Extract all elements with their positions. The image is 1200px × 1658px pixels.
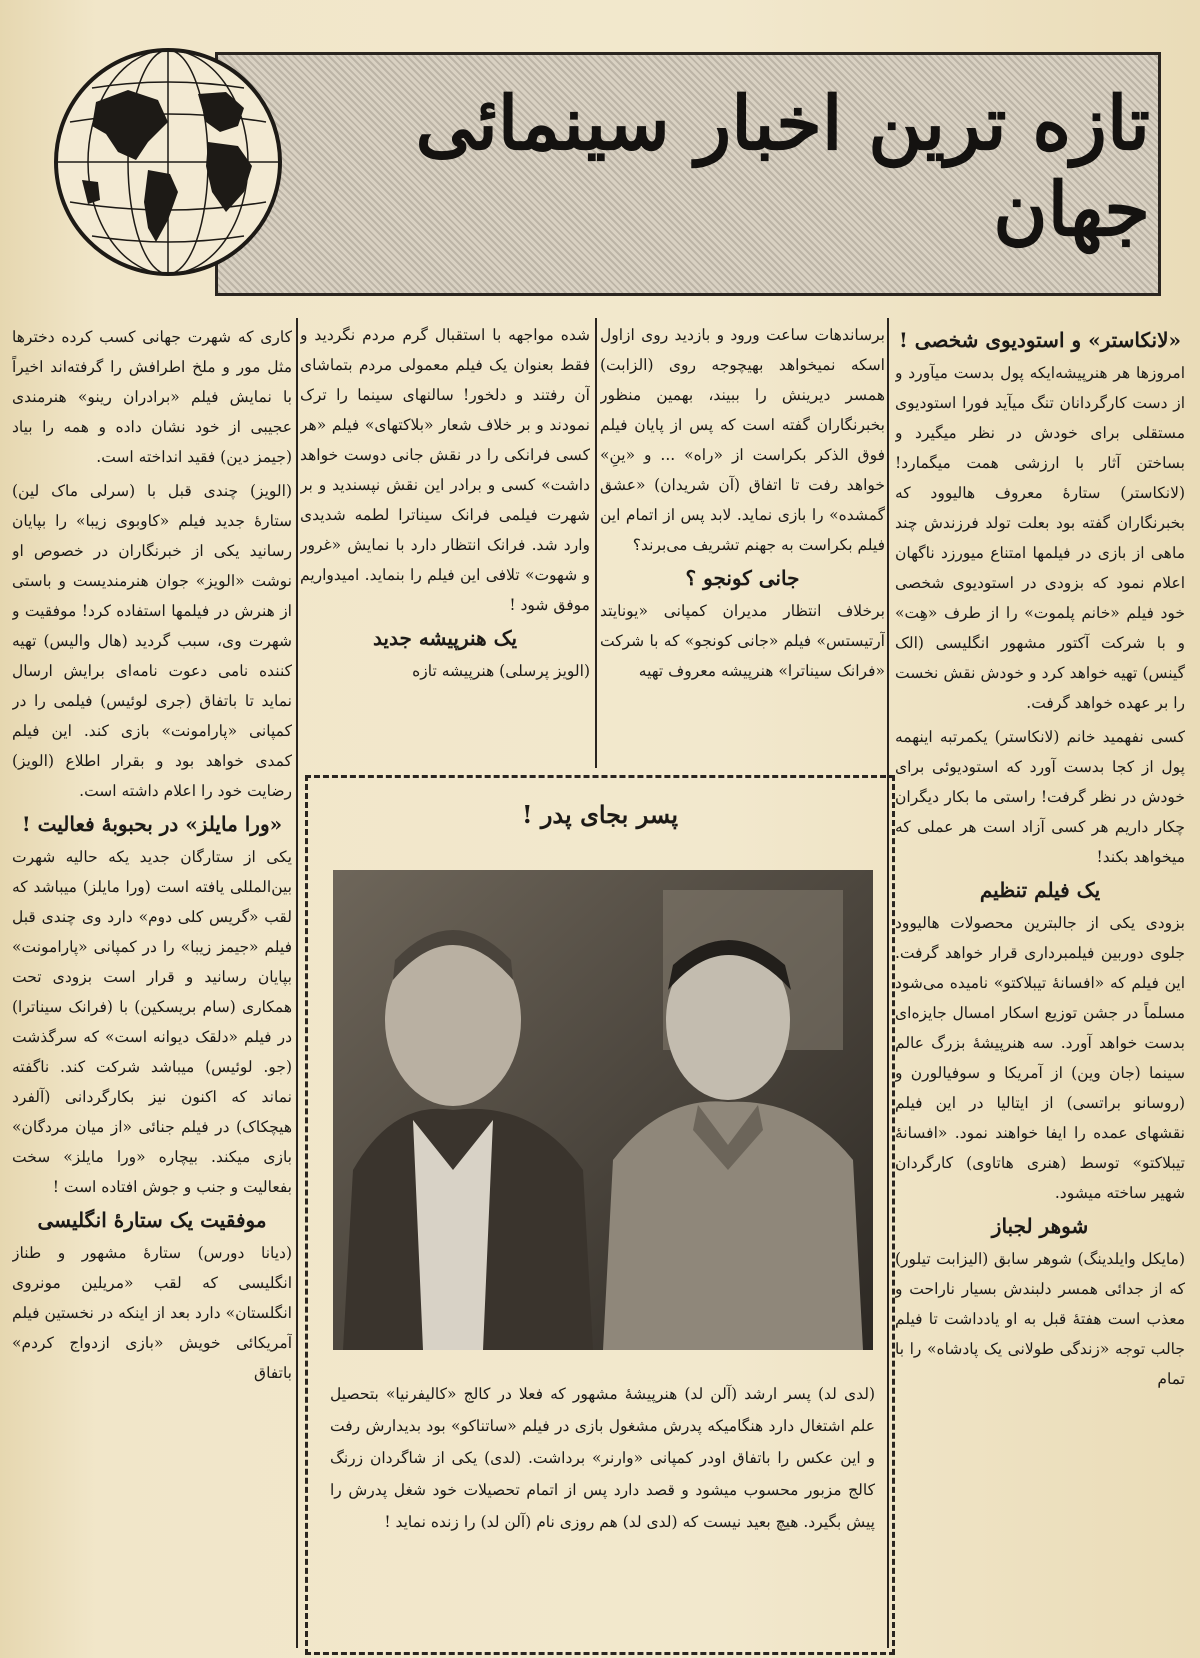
photo-image [333, 870, 873, 1350]
article-heading: جانی کونجو ؟ [685, 566, 800, 590]
article-paragraph: امروزها هر هنرپیشه‌ایکه پول بدست میآورد و از دست کارگردانان تنگ میآید فورا استودیوی مستقلی برای خودش در نظر میگیرد و بساختن آثار با ارزشی همت میگمارد! (لانکاستر) ستارهٔ معروف هالیوود که بخبرنگاران گفته بود بعلت تولد فرزندش چند ماهی از بازی در فیلمها امتناع میورزد ناگهان اعلام نمود که بزودی در استودیوی شخصی خود فیلم «خانم پلموت» را از طرف «هِت» و با شرکت آکتور مشهور انگلیسی (الک گینس) تهیه خواهد کرد و خودش نقش نخست را بر عهده خواهد گرفت. [895, 364, 1185, 712]
column-divider [296, 318, 298, 1648]
column-left [12, 322, 292, 1652]
article-heading: «لانکاستر» و استودیوی شخصی ! [898, 328, 1182, 352]
globe-icon [48, 42, 288, 282]
photo-caption: (لدی لد) پسر ارشد (آلن لد) هنرپیشهٔ مشهور که فعلا در کالج «کالیفرنیا» بتحصیل علم اشتغال دارد هنگامیکه پدرش مشغول بازی در فیلم «ساتناکو» بود بدیدارش رفت و این عکس را باتفاق اودر کمپانی «وارنر» برداشت. (لدی) یکی از شاگردان زرنگ کالج مزبور محسوب میشود و قصد دارد پس از اتمام تحصیلات خود شغل پدرش را پیش بگیرد. هیچ بعید نیست که (لدی لد) هم روزی نام (آلن لد) را زنده نماید ! [330, 1385, 875, 1531]
article-paragraph: یکی از ستارگان جدید یکه حالیه شهرت بین‌المللی یافته است (ورا مایلز) میباشد که لقب «گریس کلی دوم» دارد وی چندی قبل فیلم «جیمز زیبا» را در کمپانی «پارامونت» بپایان رسانید و قرار است بزودی تحت همکاری (سام بریسکین) با (فرانک سیناترا) در فیلم «دلقک دیوانه است» که سرگذشت (جو. لوئیس) میباشد شرکت کند. ناگفته نماند که اکنون نیز بکارگردانی (آلفرد هیچکاک) در فیلم جنائی «از میان مردگان» بازی میکند. بیچاره «ورا مایلز» سخت بفعالیت و جنب و جوش افتاده است ! [12, 848, 292, 1196]
article-heading: یک فیلم تنظیم [979, 878, 1101, 902]
column-middle-right [600, 320, 885, 770]
article-heading: «ورا مایلز» در بحبوبهٔ فعالیت ! [21, 812, 283, 836]
article-paragraph: (دیانا دورس) ستارهٔ مشهور و طناز انگلیسی که لقب «مریلین مونروی انگلستان» دارد بعد از اینکه در نخستین فیلم آمریکائی خویش «بازی ازدواج کردم» باتفاق [12, 1244, 292, 1382]
article-paragraph: برخلاف انتظار مدیران کمپانی «یونایتد آرتیستس» فیلم «جانی کونجو» که با شرکت «فرانک سیناترا» هنرپیشه معروف تهیه [600, 602, 885, 680]
article-paragraph: کاری که شهرت جهانی کسب کرده دخترها مثل مور و ملخ اطرافش را گرفته‌اند اخیراً با نمایش فیلم «برادران رینو» هنرمندی عجیبی از خود نشان داده و همه را بیاد (جیمز دین) فقید انداخته است. [12, 328, 292, 466]
column-divider [595, 318, 597, 768]
article-paragraph: بزودی یکی از جالبترین محصولات هالیوود جلوی دوربین فیلمبرداری قرار خواهد گرفت. این فیلم که «افسانهٔ تیبلاکتو» نامیده می‌شود مسلماً در جشن توزیع اسکار امسال جایزه‌ای بدست خواهد آورد. سه هنرپیشهٔ بزرگ عالم سینما (جان وین) از آمریکا و سوفیالورن و (روسانو براتسی) از ایتالیا در این فیلم نقشهای عمده را ایفا خواهند نمود. «افسانهٔ تیبلاکتو» توسط (هنری هاتاوی) کارگردان شهیر ساخته میشود. [895, 914, 1185, 1202]
article-paragraph: برساندهات ساعت ورود و بازدید روی ازاول اسکه نمیخواهد بهیچوجه روی (الزابت) همسر دیرینش را ببیند، بهمین منظور بخبرنگاران گفته است که پس از پایان فیلم فوق الذکر بکراست از «راه» ... و «ینِ» خواهد رفت تا اتفاق (آن شریدان) «عشق گمشده» را بازی نماید. لابد پس از اتمام این فیلم بکراست به جهنم تشریف می‌برند؟ [600, 326, 885, 554]
article-paragraph: (الویز پرسلی) هنرپیشه تازه [412, 662, 590, 680]
column-middle-left [300, 320, 590, 770]
column-right [895, 322, 1185, 1652]
article-paragraph: (مایکل وایلدینگ) شوهر سابق (الیزابت تیلور) که از جدائی همسر دلبندش بسیار ناراحت و معذب است هفتهٔ قبل به او یادداشت تا فیلم جالب توجه «زندگی طولانی یک پادشاه» را با تمام [895, 1250, 1185, 1388]
page-title: تازه ترین اخبار سینمائی جهان [415, 81, 1150, 253]
article-paragraph: کسی نفهمید خانم (لانکاستر) یکمرتبه اینهمه پول از کجا بدست آورد که استودیوئی برای خودش در نظر گرفت! راستی ما بکار دیگران چکار داریم هر کسی آزاد است هر عملی که میخواهد بکند! [895, 728, 1185, 866]
article-heading: یک هنرپیشه جدید [372, 626, 518, 650]
article-heading: شوهر لجباز [991, 1214, 1089, 1238]
article-paragraph: (الویز) چندی قبل با (سرلی ماک لین) ستارهٔ جدید فیلم «کاوبوی زیبا» را بپایان رسانید یکی از خبرنگاران در خصوص او نوشت «الویز» جوان هنرمندیست و باستی از هنرش در فیلمها استفاده کرد! موفقیت و شهرت وی، سبب گردید (هال والیس) تهیه کننده نامی دعوت نامه‌ای برایش ارسال نماید تا باتفاق (جری لوئیس) فیلمی را در کمپانی «پارامونت» بازی کند. این فیلم کمدی خواهد بود و بقرار اطلاع (الویز) رضایت خود را اعلام داشته است. [12, 482, 292, 800]
article-paragraph: شده مواجهه با استقبال گرم مردم نگردید و فقط بعنوان یک فیلم معمولی مردم بتماشای آن رفتند و دلخور! سالنهای سینما را ترک نمودند و بر خلاف شعار «بلاکتهای» فیلم «هر کسی فرانکی را در نقش جانی دوست خواهد داشت» کسی و برادر این نقش نپسندید و بر شهرت فیلمی فرانک سیناترا لطمه شدیدی وارد شد. فرانک انتظار دارد با نمایش «غرور و شهوت» تلافی این فیلم را بنماید. امیدواریم موفق شود ! [300, 326, 590, 614]
article-heading: موفقیت یک ستارهٔ انگلیسی [37, 1208, 267, 1232]
photo-feature-title: پسر بجای پدر ! [521, 800, 679, 829]
